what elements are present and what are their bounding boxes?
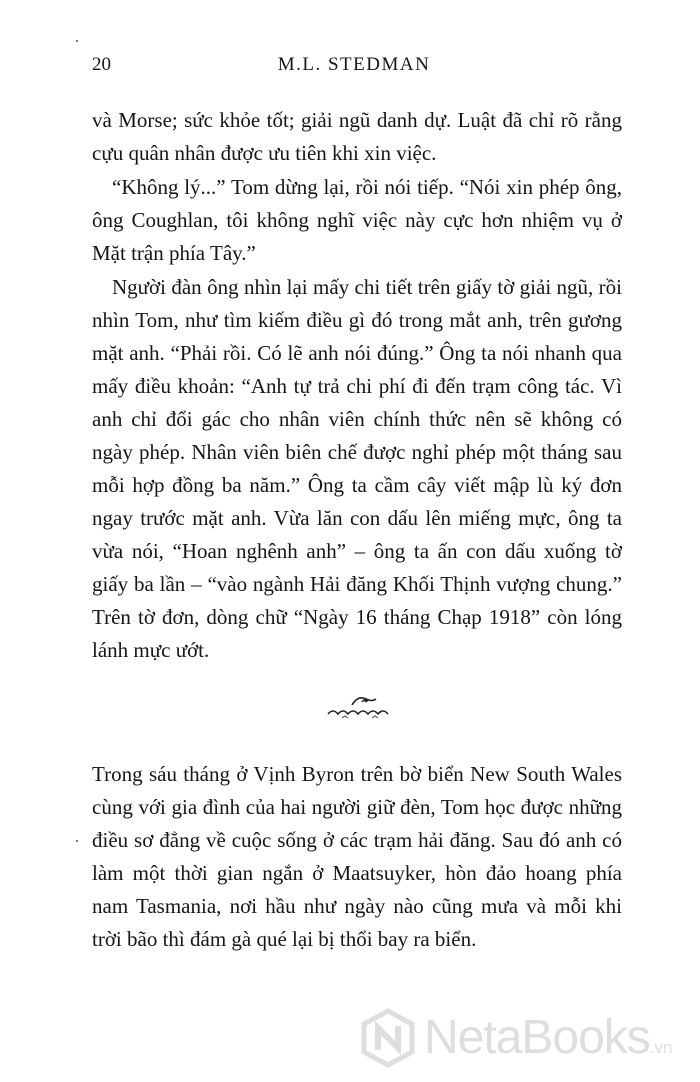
- watermark-suffix: .vn: [649, 1038, 673, 1057]
- paragraph-text: và Morse; sức khỏe tốt; giải ngũ danh dự. Luật đã chỉ rõ rằng cựu quân nhân được ưu tiên khi xin việc.: [92, 108, 622, 165]
- paragraph-text: Trong sáu tháng ở Vịnh Byron trên bờ biển New South Wales cùng với gia đình của hai người giữ đèn, Tom học được những điều sơ đẳng về cuộc sống ở các trạm hải đăng. Sau đó anh có làm một thời gian ngắn ở Maatsuyker, hòn đảo hoang phía nam Tasmania, nơi hầu như ngày nào cũng mưa và mỗi khi trời bão thì đám gà qué lại bị thổi bay ra biển.: [92, 762, 622, 951]
- running-title: M.L. STEDMAN: [277, 54, 431, 75]
- wave-ornament-icon: [322, 688, 402, 722]
- watermark-name: NetaBooks: [424, 1011, 650, 1064]
- page-header: [92, 44, 616, 84]
- watermark: [358, 1004, 690, 1070]
- speck: [76, 40, 78, 42]
- paragraph-3: [92, 271, 622, 667]
- speck: [76, 840, 78, 842]
- paragraph-text: “Không lý...” Tom dừng lại, rồi nói tiếp. “Nói xin phép ông, ông Coughlan, tôi không nghĩ việc này cực hơn nhiệm vụ ở Mặt trận phía Tây.”: [92, 175, 622, 265]
- netabooks-logo-icon: [358, 1008, 418, 1068]
- paragraph-1: [92, 104, 622, 170]
- paragraph-4: [92, 758, 622, 956]
- page-number: 20: [92, 54, 111, 75]
- paragraph-text: Người đàn ông nhìn lại mấy chi tiết trên giấy tờ giải ngũ, rồi nhìn Tom, như tìm kiếm điều gì đó trong mắt anh, trên gương mặt anh. “Phải rồi. Có lẽ anh nói đúng.” Ông ta nói nhanh qua mấy điều khoản: “Anh tự trả chi phí đi đến trạm công tác. Vì anh chỉ đổi gác cho nhân viên chính thức nên sẽ không có ngày phép. Nhân viên biên chế được nghỉ phép một tháng sau mỗi hợp đồng ba năm.” Ông ta cầm cây viết mập lù ký đơn ngay trước mặt anh. Vừa lăn con dấu lên miếng mực, ông ta vừa nói, “Hoan nghênh anh” – ông ta ấn con dấu xuống tờ giấy ba lần – “vào ngành Hải đăng Khối Thịnh vượng chung.” Trên tờ đơn, dòng chữ “Ngày 16 tháng Chạp 1918” còn lóng lánh mực ướt.: [92, 275, 622, 662]
- paragraph-2: [92, 171, 622, 270]
- watermark-text: [424, 1010, 672, 1065]
